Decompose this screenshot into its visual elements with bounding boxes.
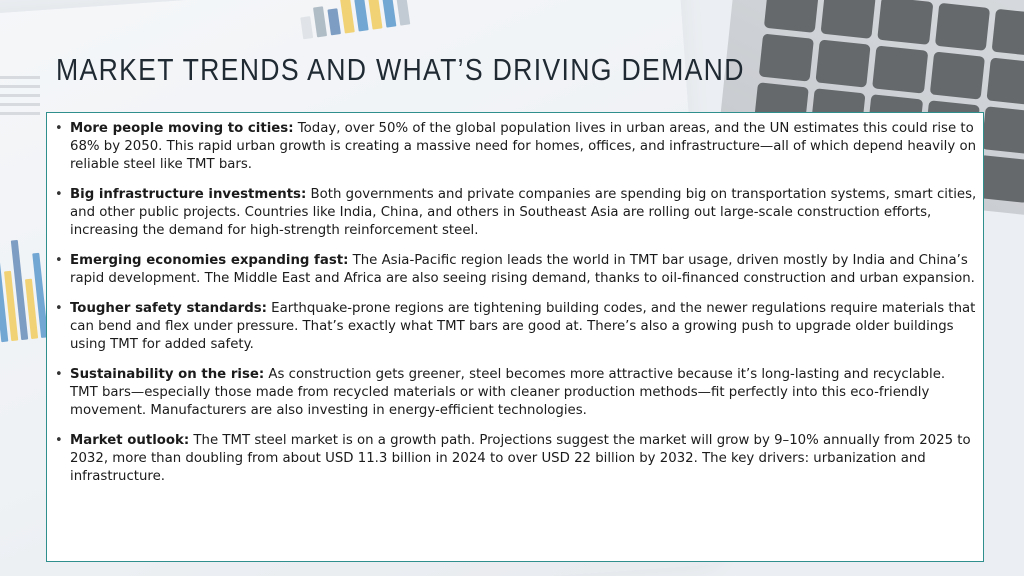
bullet-dot-icon: • — [55, 187, 63, 202]
bullet-body: The TMT steel market is on a growth path. Projections suggest the market will grow by 9–10% annually from 2025 to 2032, more than doubling from about USD 11.3 billion in 2024 to over USD 22 billion by 2032. The key drivers: urbanization and infrastructure. — [70, 433, 971, 484]
content-panel — [46, 112, 984, 562]
bullet-item-sustainability — [55, 366, 977, 420]
bullet-heading: Tougher safety standards: — [70, 301, 267, 316]
bullet-heading: Emerging economies expanding fast: — [70, 253, 349, 268]
bullet-dot-icon: • — [55, 121, 63, 136]
bullet-text — [70, 252, 977, 288]
bullet-text — [70, 186, 977, 240]
bullet-text — [70, 366, 977, 420]
bullet-dot-icon: • — [55, 301, 63, 316]
bullet-text — [70, 120, 977, 174]
slide-title: MARKET TRENDS AND WHAT’S DRIVING DEMAND — [56, 52, 745, 87]
bullet-dot-icon: • — [55, 253, 63, 268]
bullet-heading: Big infrastructure investments: — [70, 187, 307, 202]
bullet-heading: Sustainability on the rise: — [70, 367, 265, 382]
bullet-item-emerging-economies — [55, 252, 977, 288]
bullet-text — [70, 300, 977, 354]
bullet-body: Both governments and private companies are spending big on transportation systems, smart cities, and other public projects. Countries like India, China, and others in Southeast Asia are rolling out large-scale construction efforts, increasing the demand for high-strength reinforcement steel. — [70, 187, 977, 238]
bullet-item-cities — [55, 120, 977, 174]
bullet-body: The Asia-Pacific region leads the world in TMT bar usage, driven mostly by India and China’s rapid development. The Middle East and Africa are also seeing rising demand, thanks to oil-financed construction and urban expansion. — [70, 253, 975, 286]
bullet-body: As construction gets greener, steel becomes more attractive because it’s long-lasting and recyclable. TMT bars—especially those made from recycled materials or with cleaner production methods—fit perfectly into this eco-friendly movement. Manufacturers are also investing in energy-efficient technologies. — [70, 367, 946, 418]
bullet-body: Today, over 50% of the global population lives in urban areas, and the UN estimates this could rise to 68% by 2050. This rapid urban growth is creating a massive need for homes, offices, and infrastructure—all of which depend heavily on reliable steel like TMT bars. — [70, 121, 977, 172]
bullet-item-safety-standards — [55, 300, 977, 354]
bullet-item-infrastructure — [55, 186, 977, 240]
bullet-text — [70, 432, 977, 486]
bullet-dot-icon: • — [55, 433, 63, 448]
bullet-heading: More people moving to cities: — [70, 121, 294, 136]
bullet-heading: Market outlook: — [70, 433, 190, 448]
bullet-item-market-outlook — [55, 432, 977, 486]
bullet-list — [55, 120, 977, 486]
bullet-dot-icon: • — [55, 367, 63, 382]
bullet-body: Earthquake-prone regions are tightening building codes, and the newer regulations require materials that can bend and flex under pressure. That’s exactly what TMT bars are good at. There’s also a growing push to upgrade older buildings using TMT for added safety. — [70, 301, 976, 352]
